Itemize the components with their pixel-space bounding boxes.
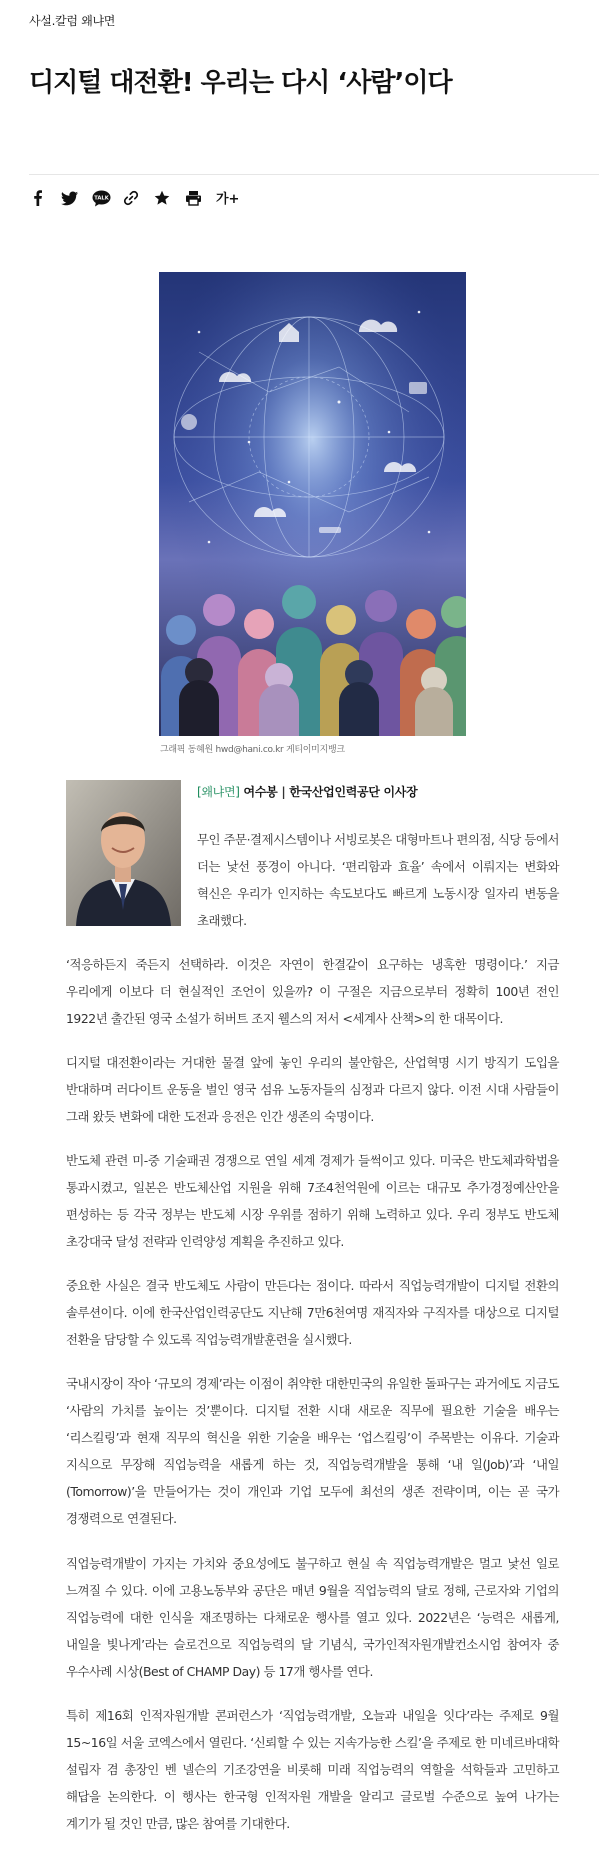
byline-separator: | [281,785,286,799]
twitter-icon [61,191,78,206]
kakaotalk-icon [92,190,111,207]
figure-caption: 그래픽 동혜원 hwd@hani.co.kr 게티이미지뱅크 [160,745,345,755]
header-divider [29,174,599,175]
column-tag[interactable]: [왜냐면] [197,785,240,799]
star-icon [154,190,170,206]
font-size-button[interactable] [216,187,247,209]
article-paragraph: 무인 주문·결제시스템이나 서빙로봇은 대형마트나 편의점, 식당 등에서 더는 낯선 풍경이 아니다. ‘편리함과 효율’ 속에서 이뤄지는 변화와 혁신은 우리가 인지하는 속도보다도 빠르게 노동시장 일자리 변동을 초래했다. [197,832,559,928]
article-paragraph: 직업능력개발이 가지는 가치와 중요성에도 불구하고 현실 속 직업능력개발은 멀고 낯선 일로 느껴질 수 있다. 이에 고용노동부와 공단은 매년 9월을 직업능력의 달로 정해, 근로자와 기업의 직업능력에 대한 인식을 재조명하는 다채로운 행사를 열고 있다. 2022년은 ‘능력은 새롭게, 내일을 빛나게’라는 슬로건으로 직업능력의 달 기념식, 국가인적자원개발컨소시엄 참여자 중 우수사례 시상(Best of CHAMP Day) 등 17개 행사를 연다. [66,1556,559,1679]
facebook-share-button[interactable] [30,187,61,209]
article-paragraph: 중요한 사실은 결국 반도체도 사람이 만든다는 점이다. 따라서 직업능력개발이 디지털 전환의 솔루션이다. 이에 한국산업인력공단도 지난해 7만6천여명 재직자와 구직자를 대상으로 디지털 전환을 담당할 수 있도록 직업능력개발훈련을 실시했다. [66,1278,559,1347]
font-size-icon [216,190,240,206]
byline [197,783,417,800]
print-icon [185,190,202,206]
section-label[interactable]: 사설.칼럼 왜냐면 [29,14,116,28]
print-button[interactable] [185,187,216,209]
svg-text:TALK: TALK [94,195,109,201]
share-toolbar [30,187,247,209]
svg-text:가+: 가+ [216,192,240,206]
article-paragraph: 특히 제16회 인적자원개발 콘퍼런스가 ‘직업능력개발, 오늘과 내일을 잇다’라는 주제로 9월 15~16일 서울 코엑스에서 열린다. ‘신뢰할 수 있는 지속가능한 스킬’을 주제로 한 미네르바대학 설립자 겸 총장인 벤 넬슨의 기조강연을 비롯해 미래 직업능력의 역할을 석학들과 고민하고 해답을 논의한다. 이 행사는 한국형 인적자원 개발을 알리고 글로벌 수준으로 높여 나가는 계기가 될 것인 만큼, 많은 참여를 기대한다. [66,1708,559,1831]
article-paragraph: 반도체 관련 미-중 기술패권 경쟁으로 연일 세계 경제가 들썩이고 있다. 미국은 반도체과학법을 통과시켰고, 일본은 반도체산업 지원을 위해 7조4천억원에 이르는 대규모 추가경정예산안을 편성하는 등 각국 정부는 반도체 시장 우위를 점하기 위해 노력하고 있다. 우리 정부도 반도체 초강대국 달성 전략과 인력양성 계획을 추진하고 있다. [66,1153,559,1249]
author-photo [66,780,181,926]
article-illustration [159,272,466,736]
facebook-icon [30,190,46,206]
copy-link-button[interactable] [123,187,154,209]
article-paragraph: 국내시장이 작아 ‘규모의 경제’라는 이점이 취약한 대한민국의 유일한 돌파구는 과거에도 지금도 ‘사람의 가치를 높이는 것’뿐이다. 디지털 전환 시대 새로운 직무에 필요한 기술을 배우는 ‘리스킬링’과 현재 직무의 혁신을 위한 기술을 배우는 ‘업스킬링’이 주목받는 이유다. 기술과 지식으로 무장해 직업능력을 새롭게 하는 것, 직업능력개발을 통해 ‘내 일(Job)’과 ‘내일(Tomorrow)’을 만들어가는 것이 개인과 기업 모두에 최선의 생존 전략이며, 이는 곧 국가 경쟁력으로 연결된다. [66,1376,559,1526]
twitter-share-button[interactable] [61,187,92,209]
article-paragraph: 디지털 대전환이라는 거대한 물결 앞에 놓인 우리의 불안함은, 산업혁명 시기 방직기 도입을 반대하며 러다이트 운동을 벌인 영국 섬유 노동자들의 심정과 다르지 않다. 이전 시대 사람들이 그래 왔듯 변화에 대한 도전과 응전은 인간 생존의 숙명이다. [66,1055,559,1124]
bookmark-button[interactable] [154,187,185,209]
article-paragraph: ‘적응하든지 죽든지 선택하라. 이것은 자연이 한결같이 요구하는 냉혹한 명령이다.’ 지금 우리에게 이보다 더 현실적인 조언이 있을까? 이 구절은 지금으로부터 정확히 100년 전인 1922년 출간된 영국 소설가 허버트 조지 웰스의 저서 <세계사 산책>의 한 대목이다. [66,957,559,1026]
author-position: 한국산업인력공단 이사장 [289,785,418,799]
link-icon [123,190,139,206]
author-name: 여수봉 [243,785,278,799]
kakaotalk-share-button[interactable] [92,187,123,209]
article-title: 디지털 대전환! 우리는 다시 ‘사람’이다 [29,68,452,98]
